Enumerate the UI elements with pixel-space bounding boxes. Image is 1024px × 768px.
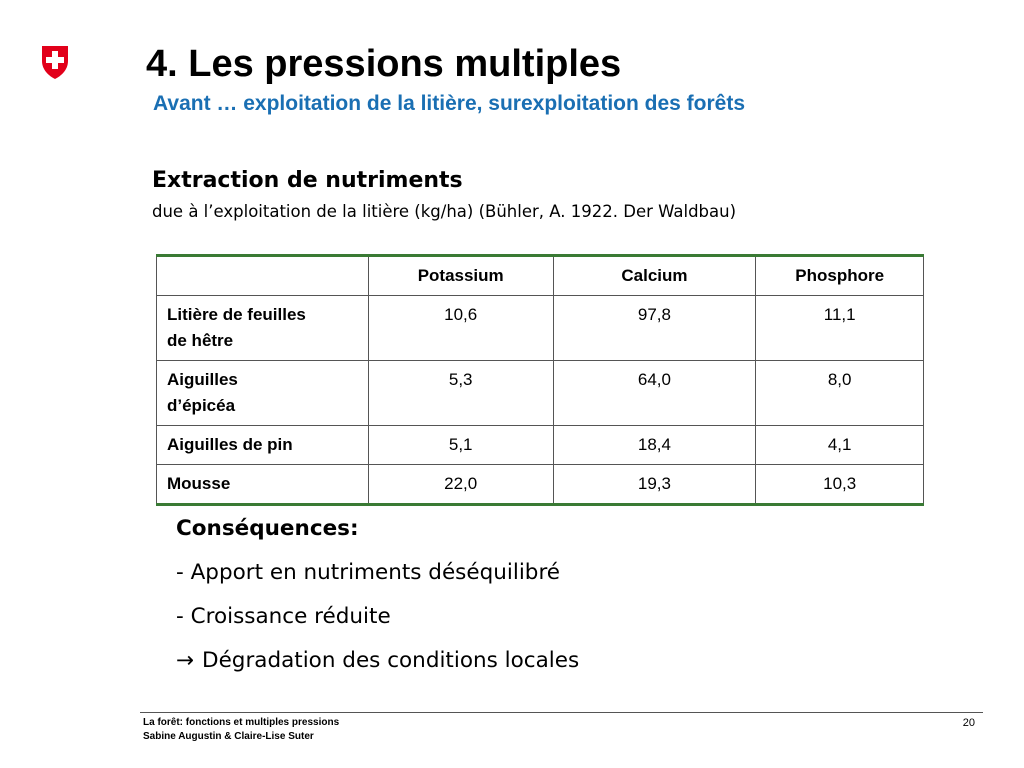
table-cell-calcium: 19,3	[553, 465, 756, 505]
table-row	[157, 296, 924, 361]
table-cell-phosphore: 4,1	[756, 426, 924, 465]
consequences-block	[176, 513, 579, 689]
arrow-right-icon: →	[176, 648, 195, 673]
row-label-line: de hêtre	[167, 331, 234, 350]
footer-authors: Sabine Augustin & Claire-Lise Suter	[143, 731, 314, 742]
row-label	[157, 296, 369, 361]
table-cell-potassium: 5,1	[368, 426, 553, 465]
consequence-item: - Apport en nutriments déséquilibré	[176, 560, 561, 585]
table-header-empty	[157, 256, 369, 296]
consequence-conclusion	[176, 645, 579, 677]
swiss-cross-shield-icon	[40, 44, 70, 80]
table-cell-potassium: 5,3	[368, 361, 553, 426]
row-label-line: Litière de feuilles	[167, 305, 306, 324]
table-row	[157, 361, 924, 426]
consequences-heading: Conséquences:	[176, 516, 359, 541]
row-label-line: Aiguilles	[167, 370, 238, 389]
row-label-line: d’épicéa	[167, 396, 236, 415]
table-row	[157, 426, 924, 465]
footer-divider	[140, 712, 983, 713]
table-cell-phosphore: 11,1	[756, 296, 924, 361]
section-heading: Extraction de nutriments	[152, 168, 463, 193]
table-cell-calcium: 64,0	[553, 361, 756, 426]
row-label-line: Mousse	[167, 474, 231, 493]
footer-credits	[143, 716, 339, 744]
table-header-phosphore: Phosphore	[756, 256, 924, 296]
row-label	[157, 361, 369, 426]
row-label-line: Aiguilles de pin	[167, 435, 293, 454]
table-header-calcium: Calcium	[553, 256, 756, 296]
row-label	[157, 465, 369, 505]
table-header-potassium: Potassium	[368, 256, 553, 296]
page-number: 20	[962, 717, 975, 729]
table-cell-phosphore: 10,3	[756, 465, 924, 505]
footer-presentation-title: La forêt: fonctions et multiples pressions	[143, 717, 340, 728]
table-cell-calcium: 18,4	[553, 426, 756, 465]
slide-title: 4. Les pressions multiples	[146, 43, 622, 85]
table-row	[157, 465, 924, 505]
table-cell-potassium: 10,6	[368, 296, 553, 361]
table-cell-calcium: 97,8	[553, 296, 756, 361]
section-subheading: due à l’exploitation de la litière (kg/ha) (Bühler, A. 1922. Der Waldbau)	[152, 202, 737, 221]
consequence-item: - Croissance réduite	[176, 604, 391, 629]
row-label	[157, 426, 369, 465]
slide-subtitle: Avant … exploitation de la litière, surexploitation des forêts	[153, 92, 746, 115]
table-header-row	[157, 256, 924, 296]
table-cell-phosphore: 8,0	[756, 361, 924, 426]
table-cell-potassium: 22,0	[368, 465, 553, 505]
conclusion-text: Dégradation des conditions locales	[202, 648, 580, 673]
nutrient-table	[156, 254, 924, 506]
